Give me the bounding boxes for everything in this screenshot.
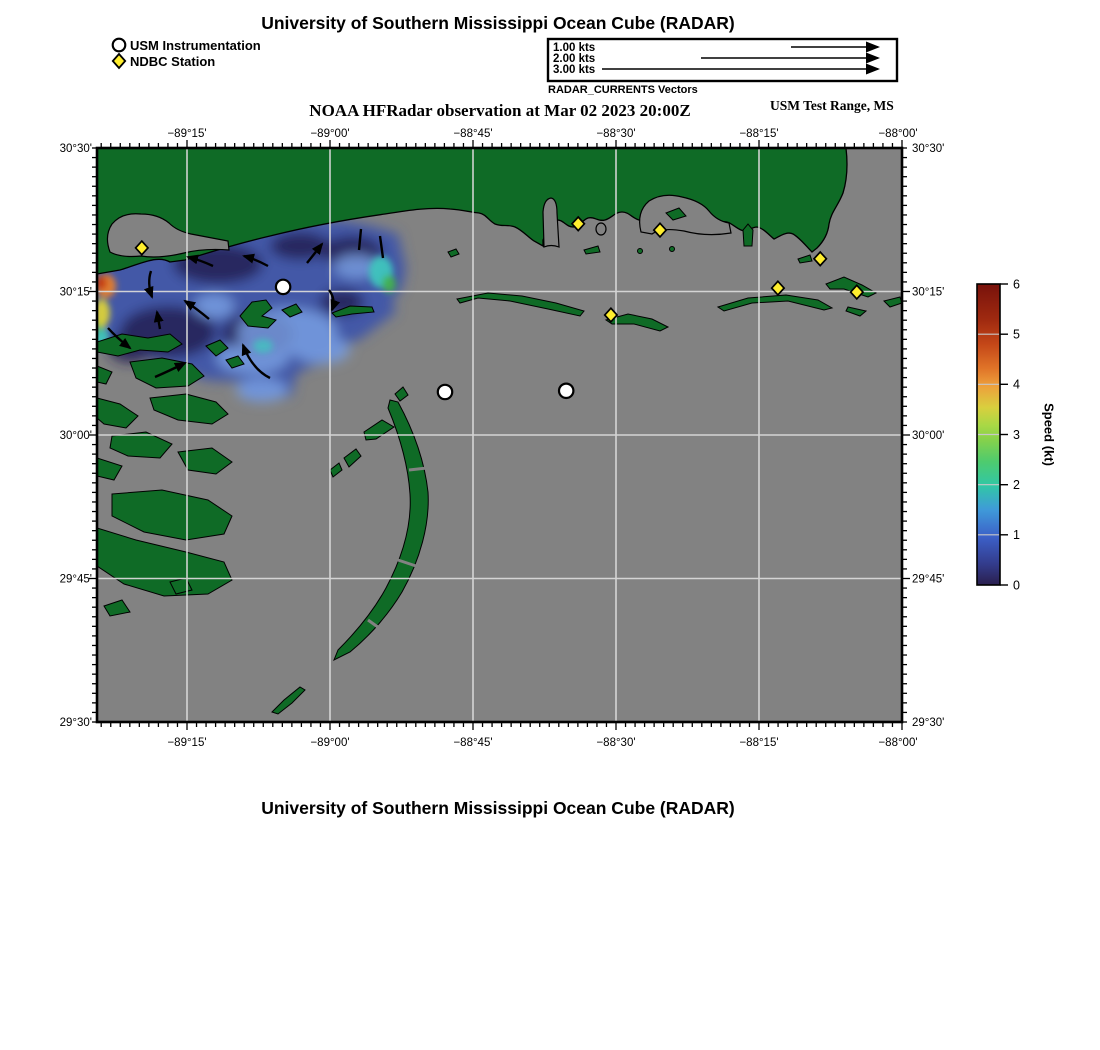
usm-station-marker <box>559 384 573 398</box>
axis-label: 29°30' <box>59 717 92 729</box>
colorbar-tick-labels <box>1013 277 1020 592</box>
vector-scale-caption: RADAR_CURRENTS Vectors <box>548 84 698 96</box>
map-legend <box>113 38 261 69</box>
vector-scale-row-label: 2.00 kts <box>553 53 596 65</box>
vector-scale-box <box>548 39 897 96</box>
axis-label: −89°00' <box>310 128 350 140</box>
axis-label: 29°45' <box>59 573 92 586</box>
colorbar-ticks <box>1000 284 1008 585</box>
axis-label: −89°00' <box>310 737 350 749</box>
axis-label: −88°15' <box>739 128 779 140</box>
axis-label: 30°00' <box>912 430 945 442</box>
usm-legend-label: USM Instrumentation <box>130 38 261 53</box>
right-axis-labels <box>912 143 944 729</box>
axis-label: 30°30' <box>912 143 945 155</box>
map-canvas <box>92 148 902 722</box>
colorbar-tick-label: 6 <box>1013 277 1020 292</box>
axis-label: −88°15' <box>739 737 779 749</box>
usm-instrumentation-icon <box>113 39 126 52</box>
axis-label: −89°15' <box>167 737 207 749</box>
ndbc-station-icon <box>113 54 125 68</box>
usm-station-marker <box>438 385 452 399</box>
colorbar-label: Speed (kt) <box>1041 403 1057 466</box>
axis-label: 29°45' <box>912 573 945 586</box>
axis-label: 29°30' <box>912 717 945 729</box>
axis-label: 30°30' <box>59 143 92 155</box>
colorbar-tick-label: 5 <box>1013 327 1020 342</box>
axis-label: −88°30' <box>596 737 636 749</box>
colorbar <box>977 277 1057 592</box>
bottom-axis-labels <box>167 737 917 749</box>
map-subtitle: NOAA HFRadar observation at Mar 02 2023 20:00Z <box>309 101 691 120</box>
left-axis-labels <box>60 143 92 729</box>
colorbar-tick-label: 3 <box>1013 427 1020 442</box>
axis-label: 30°15' <box>59 286 92 299</box>
axis-label: −88°30' <box>596 128 636 140</box>
region-label: USM Test Range, MS <box>770 98 894 113</box>
bottom-title: University of Southern Mississippi Ocean Cube (RADAR) <box>261 798 735 818</box>
axis-label: −88°45' <box>453 737 493 749</box>
top-axis-labels <box>167 128 917 140</box>
vector-scale-row-label: 1.00 kts <box>553 42 596 54</box>
colorbar-tick-label: 4 <box>1013 377 1020 392</box>
page-title: University of Southern Mississippi Ocean Cube (RADAR) <box>261 13 735 33</box>
axis-label: −89°15' <box>167 128 207 140</box>
usm-station-marker <box>276 280 290 294</box>
axis-label: −88°45' <box>453 128 493 140</box>
colorbar-tick-label: 1 <box>1013 528 1020 543</box>
axis-label: 30°15' <box>912 286 945 299</box>
colorbar-tick-label: 0 <box>1013 578 1020 593</box>
vector-scale-row-label: 3.00 kts <box>553 64 596 76</box>
axis-label: 30°00' <box>59 430 92 442</box>
axis-label: −88°00' <box>878 737 918 749</box>
ndbc-legend-label: NDBC Station <box>130 54 216 69</box>
colorbar-tick-label: 2 <box>1013 478 1020 492</box>
axis-label: −88°00' <box>878 128 918 140</box>
